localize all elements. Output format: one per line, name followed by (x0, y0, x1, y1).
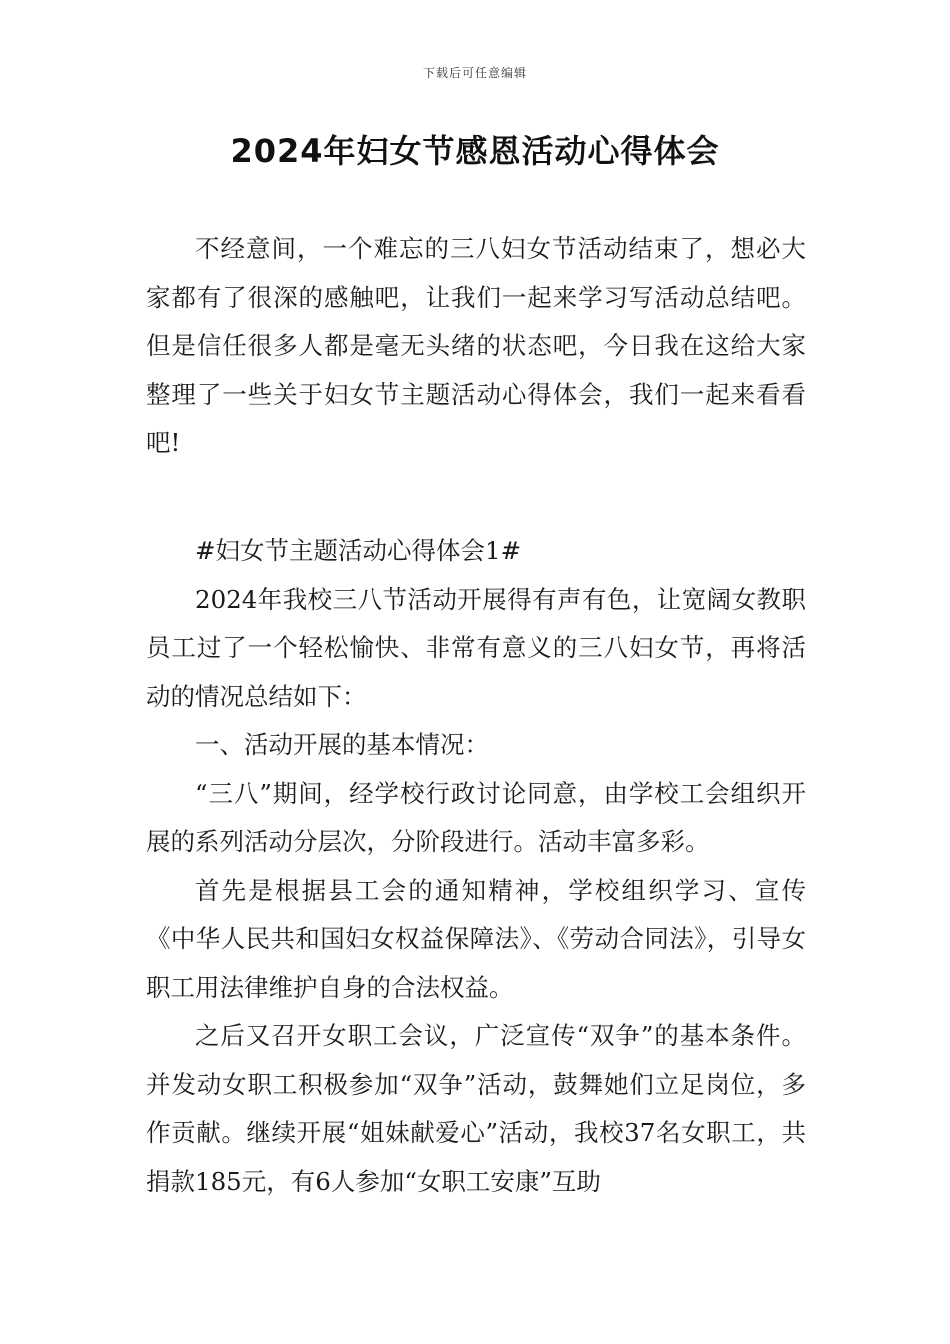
body-paragraph: “三八”期间，经学校行政讨论同意，由学校工会组织开展的系列活动分层次，分阶段进行。活动丰富多彩。 (146, 778, 806, 856)
intro-paragraph: 不经意间，一个难忘的三八妇女节活动结束了，想必大家都有了很深的感触吧，让我们一起来学习写活动总结吧。但是信任很多人都是毫无头绪的状态吧，今日我在这给大家整理了一些关于妇女节主题活动心得体会，我们一起来看看吧! (146, 234, 806, 457)
body-paragraph: 之后又召开女职工会议，广泛宣传“双争”的基本条件。并发动女职工积极参加“双争”活动，鼓舞她们立足岗位，多作贡献。继续开展“姐妹献爱心”活动，我校37名女职工，共捐款185元，有6人参加“女职工安康”互助 (146, 1021, 806, 1196)
section-heading: #妇女节主题活动心得体会1# (195, 536, 522, 565)
subsection-heading: 一、活动开展的基本情况： (195, 730, 489, 759)
document-title: 2024年妇女节感恩活动心得体会 (230, 132, 720, 170)
main-section (146, 527, 806, 1206)
body-paragraph: 首先是根据县工会的通知精神，学校组织学习、宣传《中华人民共和国妇女权益保障法》、《劳动合同法》，引导女职工用法律维护自身的合法权益。 (146, 875, 806, 1002)
intro-section (146, 225, 806, 468)
body-paragraph: 2024年我校三八节活动开展得有声有色，让宽阔女教职员工过了一个轻松愉快、非常有意义的三八妇女节，再将活动的情况总结如下： (146, 584, 806, 711)
header-note: 下载后可任意编辑 (422, 66, 527, 80)
